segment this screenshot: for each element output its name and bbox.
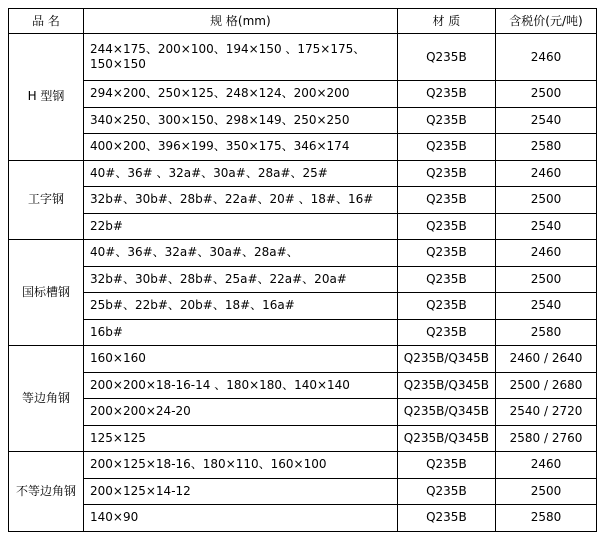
spec-cell: 16b# — [84, 319, 398, 346]
header-spec: 规 格(mm) — [84, 9, 398, 34]
spec-cell: 140×90 — [84, 505, 398, 532]
table-row — [9, 213, 597, 240]
steel-price-table — [8, 8, 597, 532]
price-cell: 2540 — [496, 213, 597, 240]
material-cell: Q235B/Q345B — [397, 372, 495, 399]
material-cell: Q235B — [397, 293, 495, 320]
spec-cell: 200×125×14-12 — [84, 478, 398, 505]
table-row — [9, 81, 597, 108]
price-cell: 2540 / 2720 — [496, 399, 597, 426]
category-cell: 国标槽钢 — [9, 240, 84, 346]
price-cell: 2500 — [496, 81, 597, 108]
table-row — [9, 399, 597, 426]
material-cell: Q235B/Q345B — [397, 425, 495, 452]
header-material: 材 质 — [397, 9, 495, 34]
table-row — [9, 452, 597, 479]
material-cell: Q235B — [397, 81, 495, 108]
spec-cell: 200×125×18-16、180×110、160×100 — [84, 452, 398, 479]
spec-cell: 340×250、300×150、298×149、250×250 — [84, 107, 398, 134]
category-cell: 不等边角钢 — [9, 452, 84, 532]
category-cell: 等边角钢 — [9, 346, 84, 452]
spec-cell: 125×125 — [84, 425, 398, 452]
table-row — [9, 266, 597, 293]
price-cell: 2460 — [496, 34, 597, 81]
header-price: 含税价(元/吨) — [496, 9, 597, 34]
spec-cell: 294×200、250×125、248×124、200×200 — [84, 81, 398, 108]
spec-cell: 32b#、30b#、28b#、22a#、20# 、18#、16# — [84, 187, 398, 214]
table-row — [9, 240, 597, 267]
spec-cell: 160×160 — [84, 346, 398, 373]
header-category: 品 名 — [9, 9, 84, 34]
price-cell: 2460 — [496, 240, 597, 267]
material-cell: Q235B — [397, 160, 495, 187]
table-row — [9, 187, 597, 214]
material-cell: Q235B/Q345B — [397, 346, 495, 373]
material-cell: Q235B/Q345B — [397, 399, 495, 426]
spec-cell: 40#、36#、32a#、30a#、28a#、 — [84, 240, 398, 267]
spec-cell: 40#、36# 、32a#、30a#、28a#、25# — [84, 160, 398, 187]
material-cell: Q235B — [397, 34, 495, 81]
price-cell: 2580 — [496, 505, 597, 532]
spec-cell: 32b#、30b#、28b#、25a#、22a#、20a# — [84, 266, 398, 293]
table-row — [9, 478, 597, 505]
price-cell: 2580 / 2760 — [496, 425, 597, 452]
table-row — [9, 319, 597, 346]
material-cell: Q235B — [397, 134, 495, 161]
table-row — [9, 160, 597, 187]
price-cell: 2500 — [496, 266, 597, 293]
price-cell: 2460 / 2640 — [496, 346, 597, 373]
spec-cell: 200×200×18-16-14 、180×180、140×140 — [84, 372, 398, 399]
material-cell: Q235B — [397, 213, 495, 240]
price-cell: 2500 — [496, 478, 597, 505]
table-row — [9, 505, 597, 532]
table-row — [9, 346, 597, 373]
material-cell: Q235B — [397, 319, 495, 346]
material-cell: Q235B — [397, 478, 495, 505]
material-cell: Q235B — [397, 187, 495, 214]
price-cell: 2460 — [496, 452, 597, 479]
material-cell: Q235B — [397, 505, 495, 532]
category-cell: H 型钢 — [9, 34, 84, 161]
material-cell: Q235B — [397, 107, 495, 134]
spec-cell: 244×175、200×100、194×150 、175×175、150×150 — [84, 34, 398, 81]
spec-cell: 25b#、22b#、20b#、18#、16a# — [84, 293, 398, 320]
price-cell: 2500 / 2680 — [496, 372, 597, 399]
price-cell: 2540 — [496, 107, 597, 134]
material-cell: Q235B — [397, 452, 495, 479]
table-row — [9, 34, 597, 81]
price-cell: 2500 — [496, 187, 597, 214]
price-cell: 2540 — [496, 293, 597, 320]
table-row — [9, 425, 597, 452]
material-cell: Q235B — [397, 266, 495, 293]
table-header-row — [9, 9, 597, 34]
table-row — [9, 107, 597, 134]
table-row — [9, 372, 597, 399]
spec-cell: 400×200、396×199、350×175、346×174 — [84, 134, 398, 161]
spec-cell: 22b# — [84, 213, 398, 240]
table-row — [9, 134, 597, 161]
price-cell: 2460 — [496, 160, 597, 187]
table-row — [9, 293, 597, 320]
material-cell: Q235B — [397, 240, 495, 267]
spec-cell: 200×200×24-20 — [84, 399, 398, 426]
category-cell: 工字钢 — [9, 160, 84, 240]
price-cell: 2580 — [496, 319, 597, 346]
price-cell: 2580 — [496, 134, 597, 161]
